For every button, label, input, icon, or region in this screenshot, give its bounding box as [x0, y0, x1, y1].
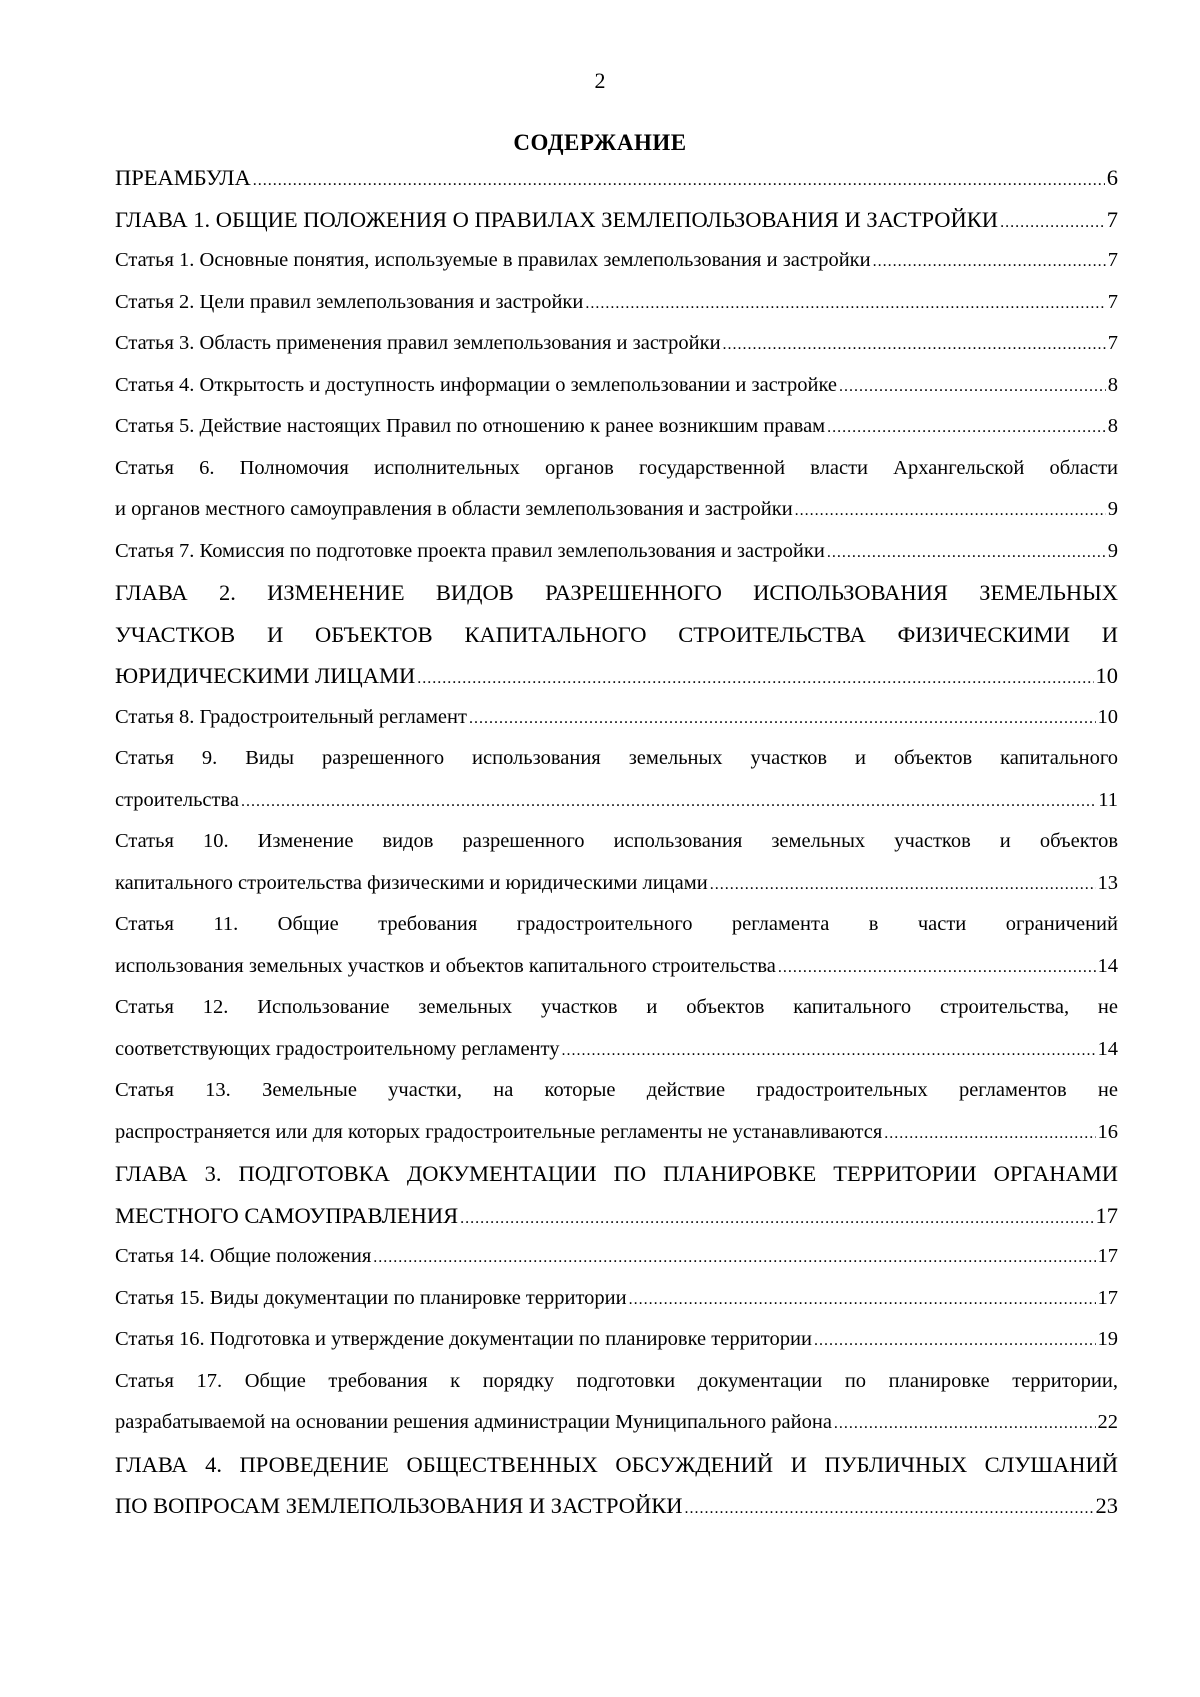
toc-entry-line: Статья 6. Полномочия исполнительных органов государственной власти Архангельской области [115, 456, 1118, 479]
toc-chapter-entry[interactable] [115, 199, 1118, 241]
dot-leader [1000, 202, 1105, 241]
toc-page-number: 8 [1107, 415, 1118, 437]
toc-entry-last-line [115, 282, 1118, 324]
toc-entry-text: ПО ВОПРОСАМ ЗЕМЛЕПОЛЬЗОВАНИЯ И ЗАСТРОЙКИ [115, 1493, 683, 1518]
toc-title: СОДЕРЖАНИЕ [513, 130, 687, 155]
toc-page-number: 7 [1107, 332, 1118, 354]
toc-article-entry[interactable] [115, 987, 1118, 1070]
toc-entry-last-line [115, 1402, 1118, 1444]
dot-leader [834, 1403, 1096, 1444]
toc-entry-last-line [115, 199, 1118, 241]
toc-entry-text: Статья 2. Цели правил землепользования и застройки [115, 290, 584, 313]
toc-entry-last-line [115, 780, 1118, 822]
toc-entry-text: Статья 16. Подготовка и утверждение документации по планировке территории [115, 1328, 812, 1350]
toc-page-number: 7 [1106, 206, 1118, 232]
toc-page-number: 8 [1107, 373, 1118, 396]
toc-entry-line: УЧАСТКОВ И ОБЪЕКТОВ КАПИТАЛЬНОГО СТРОИТЕЛЬСТВА ФИЗИЧЕСКИМИ И [115, 621, 1118, 647]
toc-article-entry[interactable] [115, 1070, 1118, 1153]
toc-article-entry[interactable] [115, 365, 1118, 407]
toc-entry-line: Статья 10. Изменение видов разрешенного использования земельных участков и объектов [115, 830, 1118, 852]
toc-entry-text: ПРЕАМБУЛА [115, 165, 251, 190]
toc-chapter-entry[interactable] [115, 1153, 1118, 1236]
dot-leader [469, 698, 1096, 739]
toc-article-entry[interactable] [115, 738, 1118, 821]
toc-article-entry[interactable] [115, 697, 1118, 739]
toc-article-entry[interactable] [115, 406, 1118, 448]
toc-entry-last-line [115, 655, 1118, 697]
toc-chapter-entry[interactable] [115, 572, 1118, 697]
toc-page-number: 17 [1097, 1286, 1118, 1309]
toc-entry-line: ГЛАВА 4. ПРОВЕДЕНИЕ ОБЩЕСТВЕННЫХ ОБСУЖДЕНИЙ И ПУБЛИЧНЫХ СЛУШАНИЙ [115, 1451, 1118, 1477]
dot-leader [253, 160, 1105, 199]
toc-article-entry[interactable] [115, 240, 1118, 282]
toc-entry-text: капитального строительства физическими и юридическими лицами [115, 871, 708, 894]
toc-page-number: 17 [1095, 1202, 1118, 1228]
toc-article-entry[interactable] [115, 323, 1118, 365]
toc-entry-text: строительства [115, 788, 239, 811]
dot-leader [561, 1030, 1095, 1071]
toc-entry-text: распространяется или для которых градостроительные регламенты не устанавливаются [115, 1120, 883, 1143]
toc-article-entry[interactable] [115, 531, 1118, 573]
dot-leader [723, 324, 1106, 365]
dot-leader [460, 1198, 1093, 1237]
toc-entry-line: ГЛАВА 3. ПОДГОТОВКА ДОКУМЕНТАЦИИ ПО ПЛАНИРОВКЕ ТЕРРИТОРИИ ОРГАНАМИ [115, 1161, 1118, 1186]
dot-leader [795, 490, 1106, 531]
toc-article-entry[interactable] [115, 1361, 1118, 1444]
toc-entry-line: ГЛАВА 2. ИЗМЕНЕНИЕ ВИДОВ РАЗРЕШЕННОГО ИСПОЛЬЗОВАНИЯ ЗЕМЕЛЬНЫХ [115, 580, 1118, 605]
toc-entry-last-line [115, 1112, 1118, 1154]
toc-page-number: 16 [1097, 1120, 1118, 1143]
toc-entry-text: Статья 1. Основные понятия, используемые в правилах землепользования и застройки [115, 249, 871, 271]
toc-page-number: 19 [1097, 1328, 1118, 1350]
toc-entry-last-line [115, 1195, 1118, 1237]
dot-leader [417, 658, 1093, 697]
toc-entry-text: ГЛАВА 1. ОБЩИЕ ПОЛОЖЕНИЯ О ПРАВИЛАХ ЗЕМЛЕПОЛЬЗОВАНИЯ И ЗАСТРОЙКИ [115, 206, 999, 232]
toc-entry-text: Статья 8. Градостроительный регламент [115, 705, 467, 728]
toc-entry-last-line [115, 531, 1118, 573]
toc-entry-line: Статья 9. Виды разрешенного использования земельных участков и объектов капитального [115, 747, 1118, 769]
toc-page-number: 9 [1107, 539, 1118, 562]
toc-entry-text: ЮРИДИЧЕСКИМИ ЛИЦАМИ [115, 663, 416, 688]
toc-page-number: 14 [1097, 954, 1118, 977]
toc-page-number: 11 [1098, 788, 1118, 811]
toc-page-number: 9 [1107, 498, 1118, 520]
toc-entry-last-line [115, 406, 1118, 448]
dot-leader [827, 407, 1106, 448]
toc-entry-last-line [115, 946, 1118, 988]
toc-entry-last-line [115, 1278, 1118, 1320]
dot-leader [685, 1488, 1094, 1527]
toc-entry-last-line [115, 863, 1118, 905]
dot-leader [884, 1113, 1095, 1154]
toc-entry-last-line [115, 697, 1118, 739]
toc-entry-line: Статья 11. Общие требования градостроительного регламента в части ограничений [115, 913, 1118, 935]
toc-entry-text: разрабатываемой на основании решения администрации Муниципального района [115, 1411, 832, 1433]
toc-entry-line: Статья 13. Земельные участки, на которые действие градостроительных регламентов не [115, 1079, 1118, 1101]
toc-entry-last-line [115, 1485, 1118, 1527]
toc-entry-text: Статья 14. Общие положения [115, 1245, 372, 1267]
toc-entry-text: соответствующих градостроительному регламенту [115, 1037, 560, 1060]
toc-article-entry[interactable] [115, 282, 1118, 324]
toc-entry-text: МЕСТНОГО САМОУПРАВЛЕНИЯ [115, 1202, 459, 1228]
dot-leader [778, 947, 1096, 988]
toc-article-entry[interactable] [115, 1319, 1118, 1361]
toc-entry-text: использования земельных участков и объектов капитального строительства [115, 954, 776, 977]
toc-page-number: 13 [1097, 871, 1118, 894]
toc-page-number: 23 [1095, 1493, 1118, 1518]
toc-article-entry[interactable] [115, 448, 1118, 531]
toc-page-number: 7 [1107, 249, 1118, 271]
toc-entry-line: Статья 12. Использование земельных участков и объектов капитального строительства, не [115, 996, 1118, 1018]
toc-chapter-entry[interactable] [115, 1444, 1118, 1527]
toc-entry-text: Статья 7. Комиссия по подготовке проекта правил землепользования и застройки [115, 539, 825, 562]
toc-article-entry[interactable] [115, 904, 1118, 987]
toc-entry-last-line [115, 240, 1118, 282]
dot-leader [629, 1279, 1096, 1320]
toc-entry-line: Статья 17. Общие требования к порядку подготовки документации по планировке территории, [115, 1369, 1118, 1392]
toc-article-entry[interactable] [115, 821, 1118, 904]
toc-entry-text: Статья 3. Область применения правил землепользования и застройки [115, 332, 721, 354]
toc-article-entry[interactable] [115, 1236, 1118, 1278]
dot-leader [241, 781, 1096, 822]
toc-entry-text: Статья 4. Открытость и доступность информации о землепользовании и застройке [115, 373, 838, 396]
toc-page-number: 6 [1106, 165, 1118, 190]
dot-leader [585, 283, 1105, 324]
toc-entry-last-line [115, 157, 1118, 199]
toc-entry-last-line [115, 489, 1118, 531]
toc-entry-last-line [115, 365, 1118, 407]
toc-entry-last-line [115, 1319, 1118, 1361]
toc-page-number: 10 [1097, 705, 1118, 728]
toc-page-number: 7 [1107, 290, 1118, 313]
page-number: 2 [594, 68, 606, 93]
toc-page-number: 10 [1095, 663, 1118, 688]
dot-leader [373, 1237, 1095, 1278]
toc-page-number: 14 [1097, 1037, 1118, 1060]
toc-chapter-entry[interactable] [115, 157, 1118, 199]
toc-page-number: 22 [1097, 1411, 1118, 1433]
toc-article-entry[interactable] [115, 1278, 1118, 1320]
toc-entry-last-line [115, 1236, 1118, 1278]
dot-leader [827, 532, 1106, 573]
toc-entry-text: Статья 5. Действие настоящих Правил по отношению к ранее возникшим правам [115, 415, 826, 437]
toc-entry-text: и органов местного самоуправления в области землепользования и застройки [115, 498, 793, 520]
toc-list [115, 157, 1118, 1527]
dot-leader [839, 366, 1106, 407]
toc-entry-last-line [115, 323, 1118, 365]
dot-leader [873, 241, 1106, 282]
toc-page-number: 17 [1097, 1245, 1118, 1267]
dot-leader [814, 1320, 1096, 1361]
toc-entry-text: Статья 15. Виды документации по планировке территории [115, 1286, 627, 1309]
toc-entry-last-line [115, 1029, 1118, 1071]
dot-leader [710, 864, 1096, 905]
